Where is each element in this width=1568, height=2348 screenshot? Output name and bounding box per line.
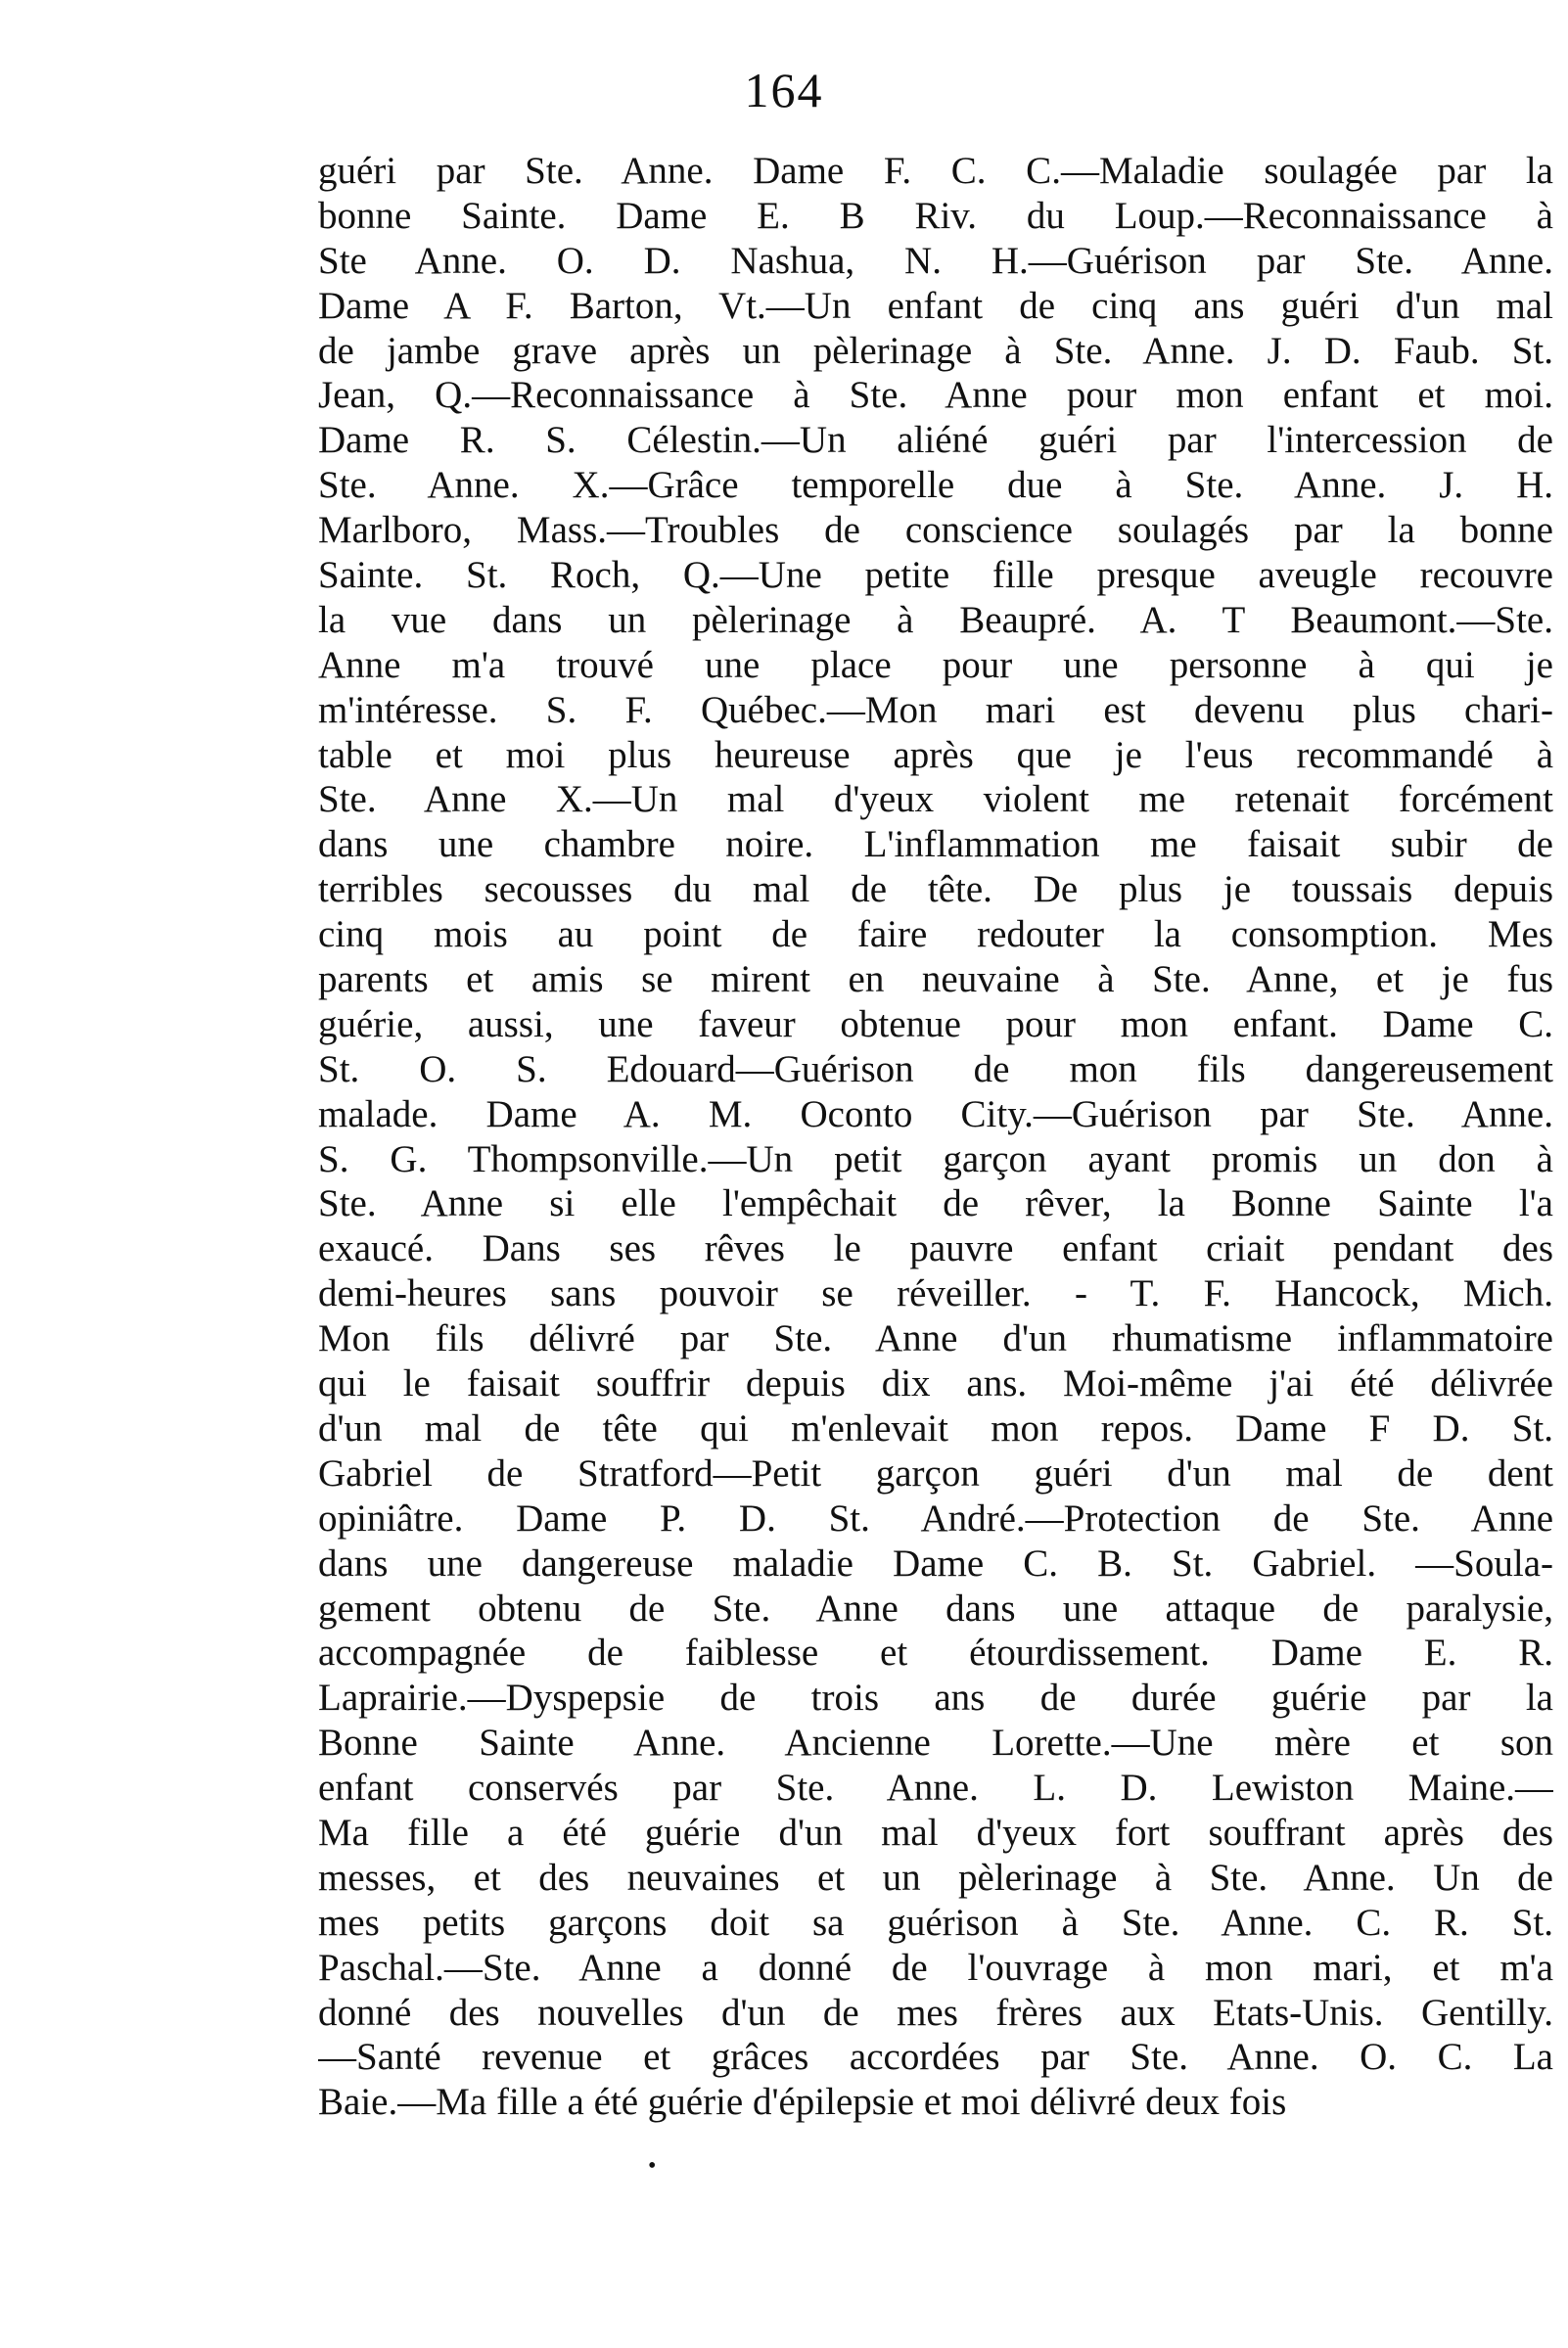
text-line: de jambe grave après un pèlerinage à Ste. Anne. J. D. Faub. St. <box>318 329 1553 372</box>
text-line: m'intéresse. S. F. Québec.—Mon mari est devenu plus chari- <box>318 688 1553 731</box>
text-line: dans une dangereuse maladie Dame C. B. St. Gabriel. —Soula- <box>318 1542 1553 1585</box>
text-line: terribles secousses du mal de tête. De plus je toussais depuis <box>318 868 1553 911</box>
text-line: Gabriel de Stratford—Petit garçon guéri d'un mal de dent <box>318 1451 1553 1495</box>
text-line: Ma fille a été guérie d'un mal d'yeux fort souffrant après des <box>318 1811 1553 1854</box>
text-line: Ste. Anne X.—Un mal d'yeux violent me retenait forcément <box>318 778 1553 821</box>
text-line: Dame R. S. Célestin.—Un aliéné guéri par l'intercession de <box>318 419 1553 462</box>
text-line: Marlboro, Mass.—Troubles de conscience soulagés par la bonne <box>318 509 1553 552</box>
text-line: S. G. Thompsonville.—Un petit garçon ayant promis un don à <box>318 1137 1553 1180</box>
text-line: bonne Sainte. Dame E. B Riv. du Loup.—Reconnaissance à <box>318 194 1553 237</box>
text-line: Ste Anne. O. D. Nashua, N. H.—Guérison par Ste. Anne. <box>318 239 1553 282</box>
text-line: Baie.—Ma fille a été guérie d'épilepsie et moi délivré deux fois <box>318 2081 1287 2124</box>
text-line: Anne m'a trouvé une place pour une personne à qui je <box>318 643 1553 686</box>
text-line: donné des nouvelles d'un de mes frères aux Etats-Unis. Gentilly. <box>318 1991 1553 2034</box>
text-line: Bonne Sainte Anne. Ancienne Lorette.—Une mère et son <box>318 1722 1553 1765</box>
text-line: messes, et des neuvaines et un pèlerinage à Ste. Anne. Un de <box>318 1856 1553 1899</box>
body-text <box>318 149 1553 2125</box>
text-line: Mon fils délivré par Ste. Anne d'un rhumatisme inflammatoire <box>318 1317 1553 1360</box>
text-line: malade. Dame A. M. Oconto City.—Guérison par Ste. Anne. <box>318 1092 1553 1135</box>
text-line: qui le faisait souffrir depuis dix ans. Moi-même j'ai été délivrée <box>318 1362 1553 1405</box>
text-line: table et moi plus heureuse après que je l'eus recommandé à <box>318 733 1553 776</box>
text-line: parents et amis se mirent en neuvaine à Ste. Anne, et je fus <box>318 958 1553 1001</box>
text-line: Ste. Anne si elle l'empêchait de rêver, la Bonne Sainte l'a <box>318 1182 1553 1225</box>
text-line: opiniâtre. Dame P. D. St. André.—Protection de Ste. Anne <box>318 1496 1553 1540</box>
text-line: Ste. Anne. X.—Grâce temporelle due à Ste. Anne. J. H. <box>318 464 1553 507</box>
text-line: Dame A F. Barton, Vt.—Un enfant de cinq ans guéri d'un mal <box>318 284 1553 327</box>
text-line: enfant conservés par Ste. Anne. L. D. Lewiston Maine.— <box>318 1767 1553 1810</box>
footer-mark: • <box>648 2153 657 2179</box>
text-line: dans une chambre noire. L'inflammation me faisait subir de <box>318 823 1553 866</box>
text-line: accompagnée de faiblesse et étourdissement. Dame E. R. <box>318 1632 1553 1675</box>
text-line: St. O. S. Edouard—Guérison de mon fils dangereusement <box>318 1047 1553 1090</box>
text-line: guéri par Ste. Anne. Dame F. C. C.—Maladie soulagée par la <box>318 150 1553 192</box>
text-line: guérie, aussi, une faveur obtenue pour mon enfant. Dame C. <box>318 1002 1553 1045</box>
page-number: 164 <box>744 63 824 117</box>
text-line: mes petits garçons doit sa guérison à Ste. Anne. C. R. St. <box>318 1901 1553 1944</box>
text-line: d'un mal de tête qui m'enlevait mon repos. Dame F D. St. <box>318 1406 1553 1450</box>
text-line: cinq mois au point de faire redouter la consomption. Mes <box>318 913 1553 956</box>
text-line: la vue dans un pèlerinage à Beaupré. A. T Beaumont.—Ste. <box>318 598 1553 641</box>
text-line: Jean, Q.—Reconnaissance à Ste. Anne pour mon enfant et moi. <box>318 374 1553 417</box>
text-line: gement obtenu de Ste. Anne dans une attaque de paralysie, <box>318 1587 1553 1630</box>
text-line: exaucé. Dans ses rêves le pauvre enfant criait pendant des <box>318 1227 1553 1270</box>
text-line: Paschal.—Ste. Anne a donné de l'ouvrage à mon mari, et m'a <box>318 1946 1553 1989</box>
text-line: Sainte. St. Roch, Q.—Une petite fille presque aveugle recouvre <box>318 554 1553 597</box>
text-line: —Santé revenue et grâces accordées par Ste. Anne. O. C. La <box>318 2036 1553 2079</box>
text-line: demi-heures sans pouvoir se réveiller. - T. F. Hancock, Mich. <box>318 1272 1553 1315</box>
text-line: Laprairie.—Dyspepsie de trois ans de durée guérie par la <box>318 1677 1553 1720</box>
